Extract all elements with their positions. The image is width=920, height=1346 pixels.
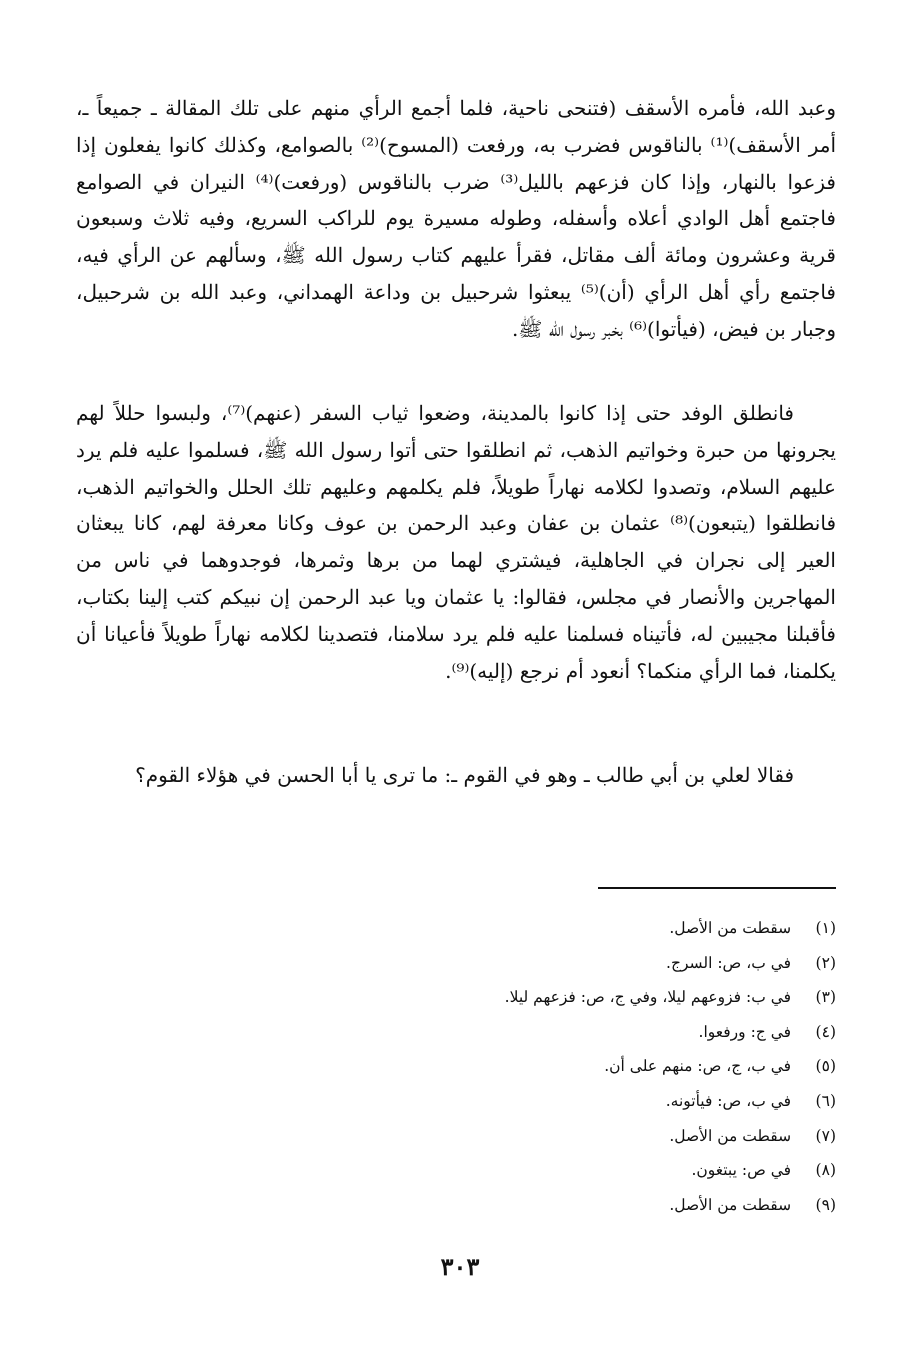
footnote-text: في ج: ورفعوا. bbox=[698, 1022, 792, 1041]
footnote-number: (٧) bbox=[815, 1126, 836, 1145]
footnote-item bbox=[76, 911, 836, 946]
footnote-text: في ب، ج، ص: منهم على أن. bbox=[604, 1057, 792, 1076]
footnote-text: في ب، ص: فيأتونه. bbox=[665, 1091, 792, 1110]
page-number: ٣٠٣ bbox=[440, 1252, 480, 1281]
footnote-number: (٥) bbox=[815, 1057, 836, 1076]
footnote-text: سقطت من الأصل. bbox=[669, 1126, 792, 1145]
footnote-text: سقطت من الأصل. bbox=[669, 919, 792, 937]
footnote-number: (١) bbox=[815, 919, 836, 937]
footnote-item bbox=[76, 1015, 836, 1050]
footnote-text: في ص: يبتغون. bbox=[691, 1161, 792, 1180]
footnote-text: سقطت من الأصل. bbox=[669, 1195, 792, 1214]
footnote-text: في ب: فزوعهم ليلا، وفي ج، ص: فزعهم ليلا. bbox=[504, 988, 792, 1007]
footnote-item bbox=[76, 946, 836, 981]
footnote-item bbox=[76, 1188, 836, 1223]
footnote-number: (٣) bbox=[815, 988, 836, 1007]
footnote-text: في ب، ص: السرج. bbox=[666, 953, 792, 972]
footnote-number: (٤) bbox=[815, 1022, 836, 1041]
body-paragraph-2: فانطلق الوفد حتى إذا كانوا بالمدينة، وضعوا ثياب السفر (عنهم)⁽⁷⁾، ولبسوا حللاً لهم يجرونها من حبرة وخواتيم الذهب، ثم انطلقوا حتى أتوا رسول الله ﷺ، فسلموا عليه فلم يرد عليهم السلام، وتصدوا لكلامه نهاراً طويلاً، فلم يكلمهم وعليهم تلك الحلل والخواتيم الذهب، فانطلقوا (يتبعون)⁽⁸⁾ عثمان بن عفان وعبد الرحمن بن عوف وكانا معرفة لهم، كانا يبعثان العير إلى نجران في الجاهلية، فيشتري لهما من برها وثمرها، فوجدوهما في ناس من المهاجرين والأنصار في مجلس، فقالوا: يا عثمان ويا عبد الرحمن إن نبيكم كتب إلينا بكتاب، فأقبلنا مجيبين له، فأتيناه فسلمنا عليه فلم يرد سلامنا، فتصدينا لكلامه نهاراً طويلاً فأعيانا أن يكلمنا، فما الرأي منكما؟ أنعود أم نرجع (إليه)⁽⁹⁾. bbox=[76, 401, 837, 683]
footnote-number: (٦) bbox=[815, 1091, 836, 1110]
footnote-item bbox=[76, 1119, 836, 1154]
footnote-number: (٢) bbox=[815, 953, 836, 972]
footnotes-list bbox=[76, 911, 836, 1222]
footnote-number: (٩) bbox=[815, 1195, 836, 1214]
footnote-item bbox=[76, 1049, 836, 1084]
footnote-separator bbox=[598, 887, 836, 889]
footnote-item bbox=[76, 980, 836, 1015]
body-paragraph-3: فقالا لعلي بن أبي طالب ـ وهو في القوم ـ: ما ترى يا أبا الحسن في هؤلاء القوم؟ bbox=[135, 763, 794, 787]
footnote-item bbox=[76, 1084, 836, 1119]
footnote-number: (٨) bbox=[815, 1161, 836, 1180]
body-paragraph-1: وعبد الله، فأمره الأسقف (فتنحى ناحية، فلما أجمع الرأي منهم على تلك المقالة ـ جميعاً ـ، أمر الأسقف)⁽¹⁾ بالناقوس فضرب به، ورفعت (المسوح)⁽²⁾ بالصوامع، وكذلك كانوا يفعلون إذا فزعوا بالنهار، وإذا كان فزعهم بالليل⁽³⁾ ضرب بالناقوس (ورفعت)⁽⁴⁾ النيران في الصوامع فاجتمع أهل الوادي أعلاه وأسفله، وطوله مسيرة يوم للراكب السريع، وفيه ثلاث وسبعون قرية وعشرون ومائة ألف مقاتل، فقرأ عليهم كتاب رسول الله ﷺ، وسألهم عن الرأي فيه، فاجتمع رأي أهل الرأي (أن)⁽⁵⁾ يبعثوا شرحبيل بن وداعة الهمداني، وعبد الله بن شرحبيل، وجبار بن فيض، (فيأتوا)⁽⁶⁾ بخبر رسول الله ﷺ. bbox=[76, 96, 837, 341]
footnote-item bbox=[76, 1153, 836, 1188]
